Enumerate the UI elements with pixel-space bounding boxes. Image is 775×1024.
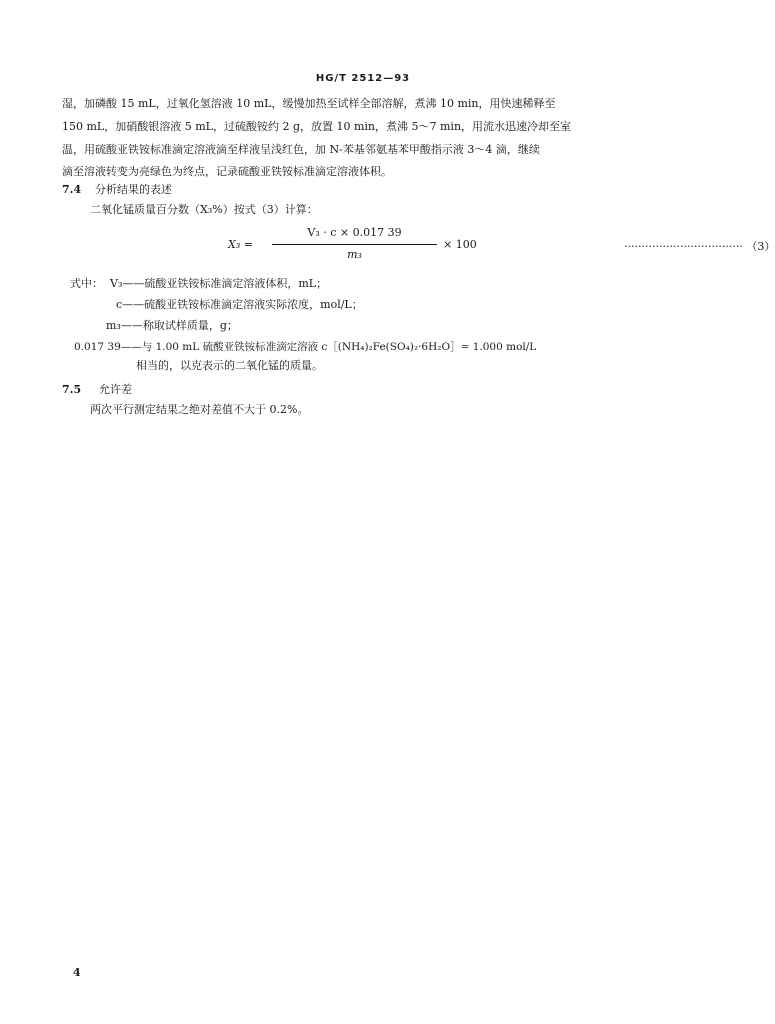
tolerance-text: 两次平行测定结果之绝对差值不大于 0.2%。 — [90, 403, 309, 416]
section-7-5-heading — [62, 381, 132, 397]
section-title: 允许差 — [98, 383, 132, 396]
definition-v3: V₃——硫酸亚铁铵标准滴定溶液体积，mL； — [110, 277, 328, 290]
body-line-1: 湿，加磷酸 15 mL，过氧化氢溶液 10 mL，缓慢加热至试样全部溶解，煮沸 10 min，用快速稀释至 — [62, 97, 556, 110]
body-line-3: 温，用硫酸亚铁铵标准滴定溶液滴至样液呈浅红色，加 N-苯基邻氨基苯甲酸指示液 3～4 滴，继续 — [62, 143, 540, 156]
page-number: 4 — [73, 966, 81, 979]
body-line-4: 滴至溶液转变为亮绿色为终点，记录硫酸亚铁铵标准滴定溶液体积。 — [62, 165, 392, 178]
standard-number-header: HG/T 2512—93 — [315, 73, 411, 84]
formula-numerator: V₃ · c × 0.017 39 — [307, 226, 402, 239]
definition-constant-cont: 相当的，以克表示的二氧化锰的质量。 — [136, 359, 323, 372]
section-7-4-heading — [62, 181, 172, 197]
section-title: 分析结果的表述 — [94, 183, 172, 196]
definition-m3: m₃——称取试样质量，g； — [106, 319, 238, 332]
definition-constant: 0.017 39——与 1.00 mL 硫酸亚铁铵标准滴定溶液 c［(NH₄)₂Fe(SO₄)₂·6H₂O］= 1.000 mol/L — [74, 341, 537, 353]
formula-multiplier: × 100 — [443, 238, 477, 251]
formula-3 — [228, 226, 775, 266]
body-line-2: 150 mL，加硝酸银溶液 5 mL，过硫酸铵约 2 g，放置 10 min，煮沸 5～7 min，用流水迅速冷却至室 — [62, 120, 572, 133]
fraction-bar — [272, 244, 437, 245]
definition-c: c——硫酸亚铁铵标准滴定溶液实际浓度，mol/L； — [116, 298, 363, 311]
formula-intro: 二氧化锰质量百分数（X₃%）按式（3）计算： — [90, 203, 318, 216]
formula-lhs: X₃ = — [228, 238, 253, 251]
section-number: 7.5 — [62, 383, 82, 396]
section-number: 7.4 — [62, 183, 82, 196]
definitions-label: 式中： — [70, 277, 103, 290]
equation-number: ·································· （3） — [624, 240, 775, 253]
formula-denominator: m₃ — [347, 248, 362, 261]
